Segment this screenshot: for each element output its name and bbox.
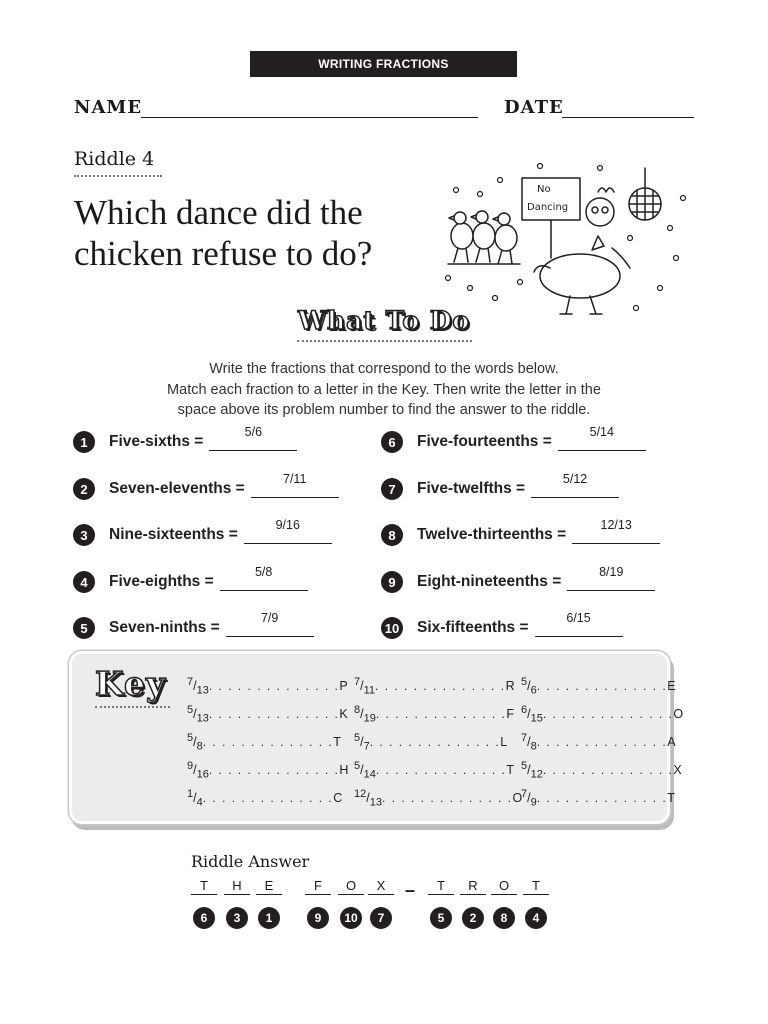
- answer-blank[interactable]: [220, 564, 308, 591]
- key-fraction: $^5/_7$: [354, 732, 370, 753]
- section-banner: WRITING FRACTIONS: [250, 51, 517, 77]
- key-entry: $^7/_8$ . . . . . . . . . . . . . . A: [521, 732, 676, 753]
- answer-blank[interactable]: [244, 517, 332, 544]
- handwritten-answer: 7/11: [283, 471, 307, 486]
- problem-9: [381, 564, 655, 594]
- problem-3: [73, 517, 332, 547]
- problem-8: [381, 517, 660, 547]
- problem-number-badge: 8: [381, 524, 403, 546]
- answer-blank[interactable]: [531, 471, 619, 498]
- answer-number-badge: 6: [193, 907, 215, 929]
- disco-ball-icon: [629, 168, 661, 220]
- date-label: DATE: [504, 97, 564, 118]
- handwritten-answer: 7/9: [260, 610, 279, 625]
- key-fraction: $^1/_4$: [187, 788, 203, 809]
- instruction-line-2: Match each fraction to a letter in the Key. Then write the letter in the: [167, 381, 601, 398]
- problem-7: [381, 471, 619, 501]
- key-fraction: $^5/_{13}$: [187, 704, 209, 725]
- answer-number-badge: 4: [525, 907, 547, 929]
- key-column-1: [187, 676, 349, 816]
- problem-number-badge: 1: [73, 431, 95, 453]
- answer-slot[interactable]: F: [307, 878, 329, 906]
- problem-words: Five-fourteenths =: [417, 433, 552, 450]
- key-letter: P: [339, 679, 348, 694]
- sign-text-2: Dancing: [527, 202, 569, 213]
- key-letter: X: [673, 763, 682, 778]
- problem-6: [381, 424, 646, 454]
- key-fraction: $^{12}/_{13}$: [354, 788, 382, 809]
- problem-words: Nine-sixteenths =: [109, 526, 238, 543]
- handwritten-answer: 5/6: [244, 424, 263, 439]
- riddle-question: [74, 192, 454, 274]
- answer-number-badge: 8: [493, 907, 515, 929]
- key-letter: R: [505, 679, 515, 694]
- handwritten-answer: 8/19: [599, 564, 624, 579]
- answer-slot[interactable]: E: [258, 878, 280, 906]
- handwritten-answer: 6/15: [566, 610, 591, 625]
- key-letter: H: [339, 763, 349, 778]
- key-entry: $^9/_{16}$ . . . . . . . . . . . . . . H: [187, 760, 349, 781]
- key-fraction: $^7/_{11}$: [354, 676, 376, 697]
- problem-number-badge: 10: [381, 617, 403, 639]
- problem-number-badge: 2: [73, 478, 95, 500]
- instruction-line-1: Write the fractions that correspond to the words below.: [209, 361, 559, 377]
- key-letter: A: [667, 735, 676, 750]
- chicken-dance-illustration: [440, 158, 690, 323]
- date-line[interactable]: [562, 117, 694, 118]
- divider: [74, 175, 162, 177]
- problem-number-badge: 5: [73, 617, 95, 639]
- key-entry: $^5/_{13}$ . . . . . . . . . . . . . . K: [187, 704, 348, 725]
- key-fraction: $^5/_8$: [187, 732, 203, 753]
- riddle-label: Riddle 4: [74, 148, 155, 170]
- answer-blank[interactable]: [567, 564, 655, 591]
- key-letter: T: [506, 763, 515, 778]
- riddle-answer-label: Riddle Answer: [191, 852, 310, 871]
- handwritten-answer: 12/13: [600, 517, 632, 532]
- key-entry: $^5/_7$ . . . . . . . . . . . . . . L: [354, 732, 508, 753]
- answer-blank[interactable]: [535, 610, 623, 637]
- answer-slot[interactable]: T: [525, 878, 547, 906]
- answer-slot[interactable]: O: [340, 878, 362, 906]
- answer-slot[interactable]: H: [226, 878, 248, 906]
- key-entry: $^5/_8$ . . . . . . . . . . . . . . T: [187, 732, 341, 753]
- answer-number-badge: 9: [307, 907, 329, 929]
- handwritten-answer: 5/12: [562, 471, 588, 486]
- answer-blank[interactable]: [572, 517, 660, 544]
- key-entry: $^{12}/_{13}$ . . . . . . . . . . . . . . O: [354, 788, 523, 809]
- key-letter: O: [512, 791, 523, 806]
- problem-words: Five-eighths =: [109, 573, 214, 590]
- instruction-line-3: space above its problem number to find the answer to the riddle.: [177, 402, 591, 418]
- answer-slot[interactable]: T: [430, 878, 452, 906]
- key-entry: $^7/_{13}$ . . . . . . . . . . . . . . P: [187, 676, 348, 697]
- answer-blank[interactable]: [209, 424, 297, 451]
- key-fraction: $^5/_{12}$: [521, 760, 543, 781]
- key-column-3: [521, 676, 684, 816]
- problem-words: Seven-ninths =: [109, 619, 220, 636]
- what-to-do-title: What To Do: [297, 306, 471, 335]
- problem-1: [73, 424, 297, 454]
- key-fraction: $^8/_{19}$: [354, 704, 376, 725]
- key-entry: $^5/_{14}$ . . . . . . . . . . . . . . T: [354, 760, 515, 781]
- answer-slot[interactable]: T: [193, 878, 215, 906]
- key-fraction: $^7/_{13}$: [187, 676, 209, 697]
- key-letter: K: [339, 707, 348, 722]
- name-line[interactable]: [141, 117, 478, 118]
- problem-number-badge: 9: [381, 571, 403, 593]
- handwritten-answer: 9/16: [275, 517, 300, 532]
- handwritten-answer: 5/14: [589, 424, 614, 439]
- key-column-2: [354, 676, 523, 816]
- answer-blank[interactable]: [251, 471, 339, 498]
- key-entry: $^7/_9$ . . . . . . . . . . . . . . T: [521, 788, 675, 809]
- key-entry: $^5/_{12}$ . . . . . . . . . . . . . . X: [521, 760, 682, 781]
- problem-4: [73, 564, 308, 594]
- handwritten-answer: 5/8: [254, 564, 273, 579]
- key-letter: F: [506, 707, 515, 722]
- key-fraction: $^6/_{15}$: [521, 704, 543, 725]
- problem-words: Twelve-thirteenths =: [417, 526, 567, 543]
- answer-slot[interactable]: O: [493, 878, 515, 906]
- problem-number-badge: 7: [381, 478, 403, 500]
- key-fraction: $^9/_{16}$: [187, 760, 209, 781]
- key-fraction: $^7/_9$: [521, 788, 537, 809]
- answer-hyphen: –: [405, 880, 416, 900]
- key-letter: L: [500, 735, 508, 750]
- answer-blank[interactable]: [558, 424, 646, 451]
- problem-words: Six-fifteenths =: [417, 619, 529, 636]
- question-line-1: Which dance did the: [74, 193, 363, 232]
- problem-words: Five-twelfths =: [417, 480, 526, 497]
- problem-5: [73, 610, 314, 640]
- answer-number-badge: 1: [258, 907, 280, 929]
- key-fraction: $^5/_{14}$: [354, 760, 376, 781]
- divider: [297, 340, 472, 342]
- answer-number-badge: 2: [462, 907, 484, 929]
- problem-number-badge: 4: [73, 571, 95, 593]
- instructions: [0, 359, 768, 421]
- key-entry: $^7/_{11}$ . . . . . . . . . . . . . . R: [354, 676, 515, 697]
- sign-text-1: No: [537, 184, 551, 195]
- problem-number-badge: 3: [73, 524, 95, 546]
- key-entry: $^1/_4$ . . . . . . . . . . . . . . C: [187, 788, 343, 809]
- key-entry: $^6/_{15}$ . . . . . . . . . . . . . . O: [521, 704, 684, 725]
- key-entry: $^5/_6$ . . . . . . . . . . . . . . E: [521, 676, 676, 697]
- sign-board: [522, 178, 580, 220]
- divider: [95, 706, 170, 708]
- key-fraction: $^5/_6$: [521, 676, 537, 697]
- problem-number-badge: 6: [381, 431, 403, 453]
- key-letter: O: [673, 707, 684, 722]
- answer-number-badge: 10: [340, 907, 362, 929]
- small-chickens: [448, 211, 520, 264]
- problem-2: [73, 471, 339, 501]
- answer-blank[interactable]: [226, 610, 314, 637]
- answer-slot[interactable]: R: [462, 878, 484, 906]
- answer-slot[interactable]: X: [370, 878, 392, 906]
- key-letter: T: [333, 735, 341, 750]
- key-letter: C: [333, 791, 343, 806]
- name-label: NAME: [74, 97, 143, 118]
- key-letter: E: [667, 679, 676, 694]
- problem-10: [381, 610, 623, 640]
- problem-words: Seven-elevenths =: [109, 480, 245, 497]
- answer-number-badge: 5: [430, 907, 452, 929]
- problem-words: Eight-nineteenths =: [417, 573, 562, 590]
- answer-number-badge: 3: [226, 907, 248, 929]
- key-title: Key: [95, 664, 167, 703]
- key-letter: T: [667, 791, 675, 806]
- answer-number-badge: 7: [370, 907, 392, 929]
- question-line-2: chicken refuse to do?: [74, 234, 373, 273]
- key-fraction: $^7/_8$: [521, 732, 537, 753]
- problem-words: Five-sixths =: [109, 433, 204, 450]
- key-entry: $^8/_{19}$ . . . . . . . . . . . . . . F: [354, 704, 515, 725]
